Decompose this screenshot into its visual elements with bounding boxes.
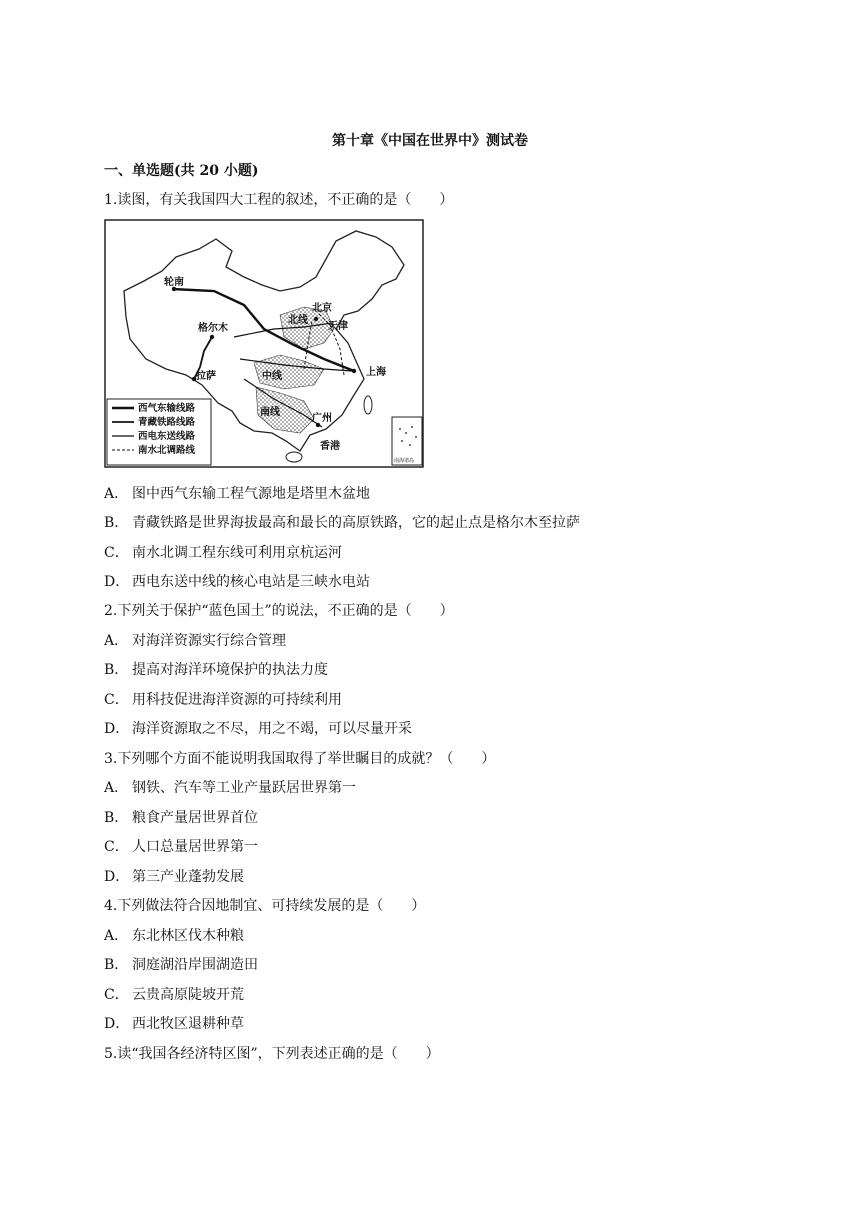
q3-option-c: C． 人口总量居世界第一 <box>104 839 258 855</box>
q4-option-b: B． 洞庭湖沿岸围湖造田 <box>104 957 258 973</box>
q2-option-c: C． 用科技促进海洋资源的可持续利用 <box>104 692 342 708</box>
q1-option-d: D． 西电东送中线的核心电站是三峡水电站 <box>104 574 370 590</box>
question-4-stem: 4.下列做法符合因地制宜、可持续发展的是（ ） <box>104 898 426 914</box>
q3-option-d: D． 第三产业蓬勃发展 <box>104 869 244 885</box>
label-inset: 南海诸岛 <box>394 458 415 464</box>
label-lunnan: 轮南 <box>164 277 184 288</box>
q2-option-d: D． 海洋资源取之不尽，用之不竭，可以尽量开采 <box>104 721 412 737</box>
q1-option-b: B． 青藏铁路是世界海拔最高和最长的高原铁路，它的起止点是格尔木至拉萨 <box>104 515 580 531</box>
legend-item-railway: 青藏铁路线路 <box>138 417 196 428</box>
china-projects-map <box>104 219 424 468</box>
question-1-stem: 1.读图，有关我国四大工程的叙述，不正确的是（ ） <box>104 192 454 208</box>
label-north-line: 北线 <box>288 315 308 326</box>
label-lasa: 拉萨 <box>196 371 216 382</box>
q4-option-d: D． 西北牧区退耕种草 <box>104 1016 244 1032</box>
shanghai-dot <box>352 369 356 373</box>
beijing-dot <box>314 317 318 321</box>
question-5-stem: 5.读“我国各经济特区图”，下列表述正确的是（ ） <box>104 1046 440 1062</box>
legend-item-gas: 西气东输线路 <box>138 403 196 414</box>
label-middle-line: 中线 <box>262 371 282 382</box>
label-south-line: 南线 <box>260 407 280 418</box>
q2-option-a: A． 对海洋资源实行综合管理 <box>104 633 286 649</box>
q2-option-b: B． 提高对海洋环境保护的执法力度 <box>104 662 328 678</box>
geermu-dot <box>210 335 214 339</box>
label-shanghai: 上海 <box>366 367 386 378</box>
page-title: 第十章《中国在世界中》测试卷 <box>332 133 528 149</box>
q4-option-a: A． 东北林区伐木种粮 <box>104 928 244 944</box>
label-beijing: 北京 <box>312 303 332 314</box>
legend-item-power: 西电东送线路 <box>138 431 196 442</box>
legend-item-water: 南水北调路线 <box>138 445 196 456</box>
section-heading: 一、单选题(共 20 小题) <box>104 163 259 179</box>
label-guangzhou: 广州 <box>312 413 332 424</box>
taiwan-island <box>364 396 372 414</box>
q3-option-a: A． 钢铁、汽车等工业产量跃居世界第一 <box>104 780 356 796</box>
label-hongkong: 香港 <box>320 441 340 452</box>
map-svg <box>104 219 424 468</box>
q3-option-b: B． 粮食产量居世界首位 <box>104 810 258 826</box>
question-2-stem: 2.下列关于保护“蓝色国土”的说法，不正确的是（ ） <box>104 603 454 619</box>
question-3-stem: 3.下列哪个方面不能说明我国取得了举世瞩目的成就？（ ） <box>104 751 496 767</box>
label-tianjin: 天津 <box>328 321 348 332</box>
hainan-island <box>286 452 302 462</box>
label-geermu: 格尔木 <box>198 323 228 334</box>
q4-option-c: C． 云贵高原陡坡开荒 <box>104 987 244 1003</box>
q1-option-a: A． 图中西气东输工程气源地是塔里木盆地 <box>104 486 370 502</box>
q1-option-c: C． 南水北调工程东线可利用京杭运河 <box>104 545 342 561</box>
